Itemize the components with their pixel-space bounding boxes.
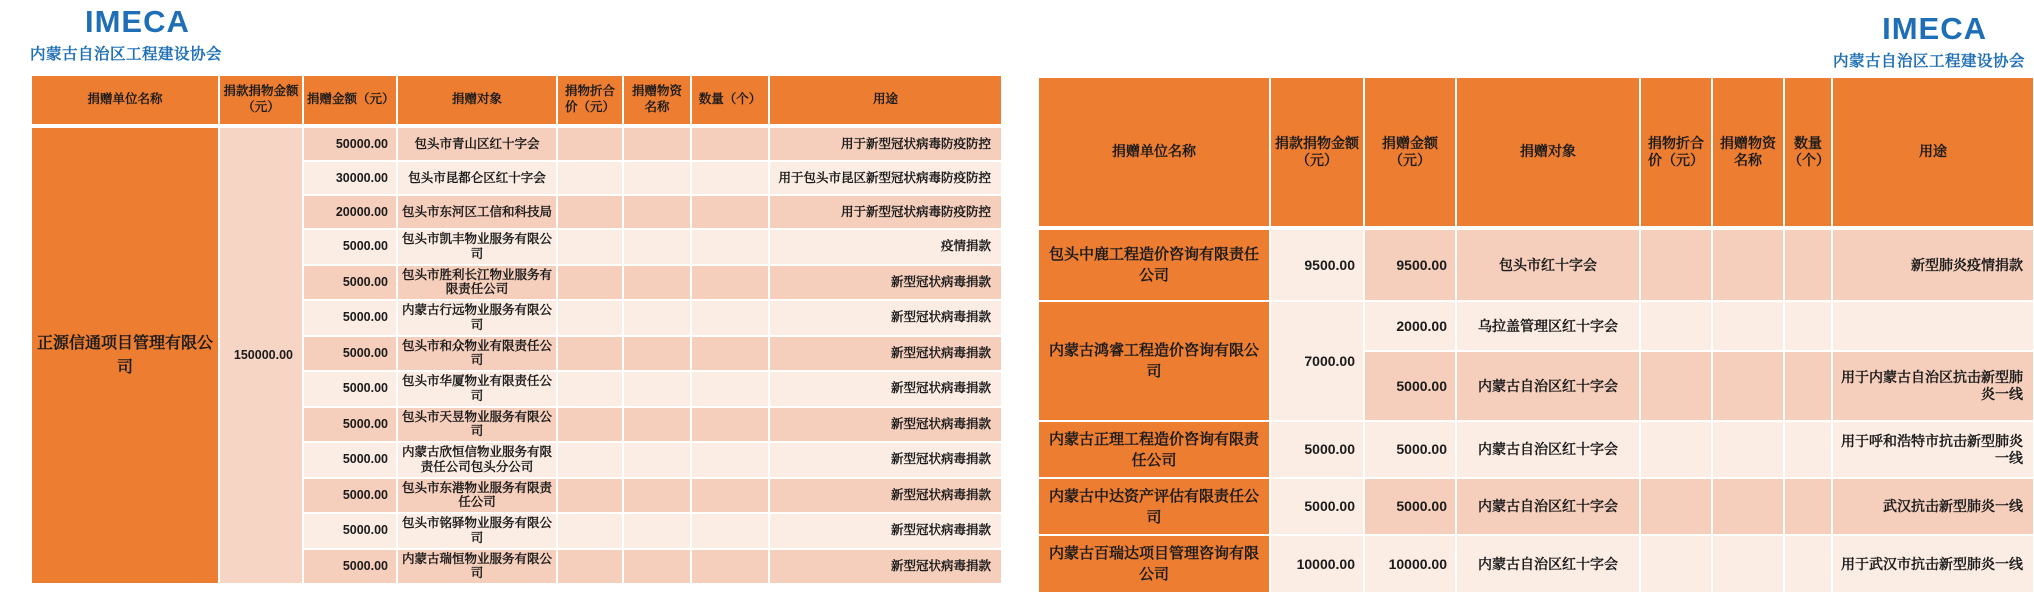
amount-cell: 5000.00: [1365, 352, 1455, 420]
target-cell: 内蒙古自治区红十字会: [1457, 352, 1639, 420]
header-row: [1039, 78, 2033, 228]
col-header-goods-name: 捐赠物资名称: [1713, 78, 1783, 228]
slide-left: [0, 0, 1008, 608]
quantity-cell: [692, 372, 768, 406]
goods-name-cell: [624, 301, 690, 335]
goods-value-cell: [1641, 230, 1711, 300]
quantity-cell: [1785, 302, 1831, 350]
amount-cell: 5000.00: [304, 550, 396, 584]
donor-name-cell: 内蒙古百瑞达项目管理咨询有限公司: [1039, 536, 1269, 592]
total-amount-cell: 9500.00: [1271, 230, 1363, 300]
quantity-cell: [692, 337, 768, 371]
goods-name-cell: [624, 479, 690, 513]
target-cell: 包头市凯丰物业服务有限公司: [398, 230, 556, 264]
goods-value-cell: [1641, 352, 1711, 420]
donor-name-cell: 包头中鹿工程造价咨询有限责任公司: [1039, 230, 1269, 300]
imeca-logo: IMECA: [1882, 11, 1987, 46]
purpose-cell: 武汉抗击新型肺炎一线: [1833, 479, 2033, 534]
purpose-cell: 新型冠状病毒捐款: [770, 372, 1001, 406]
amount-cell: 5000.00: [304, 408, 396, 442]
goods-name-cell: [624, 514, 690, 548]
donation-table-right: [1037, 76, 2034, 594]
target-cell: 内蒙古欣恒信物业服务有限责任公司包头分公司: [398, 443, 556, 477]
quantity-cell: [1785, 352, 1831, 420]
goods-name-cell: [1713, 230, 1783, 300]
col-header-donor: 捐赠单位名称: [1039, 78, 1269, 228]
col-header-amount: 捐赠金额（元）: [1365, 78, 1455, 228]
col-header-quantity: 数量（个）: [1785, 78, 1831, 228]
goods-name-cell: [1713, 422, 1783, 477]
amount-cell: 20000.00: [304, 196, 396, 228]
col-header-goods-name: 捐赠物资名称: [624, 76, 690, 126]
goods-value-cell: [1641, 302, 1711, 350]
amount-cell: 5000.00: [304, 372, 396, 406]
total-amount-cell: 5000.00: [1271, 422, 1363, 477]
target-cell: 包头市华厦物业有限责任公司: [398, 372, 556, 406]
goods-value-cell: [558, 230, 622, 264]
total-amount-cell: 10000.00: [1271, 536, 1363, 592]
col-header-goods-value: 捐物折合价（元）: [558, 76, 622, 126]
purpose-cell: 新型冠状病毒捐款: [770, 266, 1001, 300]
quantity-cell: [1785, 422, 1831, 477]
target-cell: 内蒙古行远物业服务有限公司: [398, 301, 556, 335]
goods-name-cell: [1713, 479, 1783, 534]
table-row: [1039, 230, 2033, 300]
purpose-cell: 用于内蒙古自治区抗击新型肺炎一线: [1833, 352, 2033, 420]
col-header-purpose: 用途: [1833, 78, 2033, 228]
quantity-cell: [1785, 536, 1831, 592]
table-row: [1039, 302, 2033, 350]
purpose-cell: 新型冠状病毒捐款: [770, 337, 1001, 371]
target-cell: 包头市东港物业服务有限责任公司: [398, 479, 556, 513]
goods-value-cell: [558, 301, 622, 335]
col-header-purpose: 用途: [770, 76, 1001, 126]
goods-value-cell: [558, 372, 622, 406]
table-row: [1039, 536, 2033, 592]
col-header-total: 捐款捐物金额（元）: [1271, 78, 1363, 228]
slide-right: [1010, 0, 2034, 608]
total-amount-cell: 5000.00: [1271, 479, 1363, 534]
quantity-cell: [692, 408, 768, 442]
purpose-cell: [1833, 302, 2033, 350]
target-cell: 乌拉盖管理区红十字会: [1457, 302, 1639, 350]
col-header-donor: 捐赠单位名称: [32, 76, 218, 126]
target-cell: 内蒙古瑞恒物业服务有限公司: [398, 550, 556, 584]
table-row: [1039, 422, 2033, 477]
amount-cell: 5000.00: [304, 230, 396, 264]
goods-value-cell: [558, 162, 622, 194]
goods-name-cell: [624, 196, 690, 228]
goods-name-cell: [624, 372, 690, 406]
quantity-cell: [692, 514, 768, 548]
quantity-cell: [1785, 479, 1831, 534]
amount-cell: 5000.00: [304, 266, 396, 300]
purpose-cell: 用于包头市昆区新型冠状病毒防疫防控: [770, 162, 1001, 194]
target-cell: 内蒙古自治区红十字会: [1457, 479, 1639, 534]
goods-value-cell: [558, 550, 622, 584]
goods-value-cell: [558, 479, 622, 513]
target-cell: 内蒙古自治区红十字会: [1457, 536, 1639, 592]
col-header-amount: 捐赠金额（元）: [304, 76, 396, 126]
goods-value-cell: [1641, 536, 1711, 592]
brand-block-left: [30, 5, 222, 64]
quantity-cell: [692, 479, 768, 513]
goods-name-cell: [624, 162, 690, 194]
amount-cell: 10000.00: [1365, 536, 1455, 592]
goods-name-cell: [1713, 536, 1783, 592]
purpose-cell: 用于武汉市抗击新型肺炎一线: [1833, 536, 2033, 592]
goods-name-cell: [1713, 352, 1783, 420]
col-header-quantity: 数量（个）: [692, 76, 768, 126]
goods-value-cell: [558, 128, 622, 160]
purpose-cell: 新型冠状病毒捐款: [770, 443, 1001, 477]
col-header-total: 捐款捐物金额（元）: [220, 76, 302, 126]
quantity-cell: [692, 230, 768, 264]
quantity-cell: [692, 266, 768, 300]
target-cell: 包头市天昱物业服务有限公司: [398, 408, 556, 442]
purpose-cell: 新型冠状病毒捐款: [770, 479, 1001, 513]
header-row: [32, 76, 1001, 126]
quantity-cell: [692, 443, 768, 477]
purpose-cell: 新型冠状病毒捐款: [770, 550, 1001, 584]
target-cell: 包头市红十字会: [1457, 230, 1639, 300]
amount-cell: 2000.00: [1365, 302, 1455, 350]
goods-value-cell: [1641, 422, 1711, 477]
amount-cell: 5000.00: [1365, 422, 1455, 477]
quantity-cell: [692, 162, 768, 194]
goods-name-cell: [624, 443, 690, 477]
goods-value-cell: [558, 408, 622, 442]
purpose-cell: 用于新型冠状病毒防疫防控: [770, 196, 1001, 228]
purpose-cell: 疫情捐款: [770, 230, 1001, 264]
quantity-cell: [692, 196, 768, 228]
purpose-cell: 用于呼和浩特市抗击新型肺炎一线: [1833, 422, 2033, 477]
goods-name-cell: [624, 337, 690, 371]
amount-cell: 5000.00: [304, 337, 396, 371]
target-cell: 包头市胜利长江物业服务有限责任公司: [398, 266, 556, 300]
purpose-cell: 用于新型冠状病毒防疫防控: [770, 128, 1001, 160]
quantity-cell: [692, 301, 768, 335]
goods-name-cell: [624, 266, 690, 300]
org-name: 内蒙古自治区工程建设协会: [1832, 53, 2025, 71]
donor-name-cell: 正源信通项目管理有限公司: [32, 128, 218, 583]
donor-name-cell: 内蒙古鸿睿工程造价咨询有限公司: [1039, 302, 1269, 420]
imeca-logo: IMECA: [85, 4, 190, 39]
col-header-goods-value: 捐物折合价（元）: [1641, 78, 1711, 228]
donor-name-cell: 内蒙古中达资产评估有限责任公司: [1039, 479, 1269, 534]
table-row: [32, 128, 1001, 160]
target-cell: 包头市东河区工信和科技局: [398, 196, 556, 228]
quantity-cell: [692, 550, 768, 584]
purpose-cell: 新型肺炎疫情捐款: [1833, 230, 2033, 300]
total-amount-cell: 7000.00: [1271, 302, 1363, 420]
org-name: 内蒙古自治区工程建设协会: [30, 46, 223, 64]
goods-value-cell: [1641, 479, 1711, 534]
amount-cell: 30000.00: [304, 162, 396, 194]
goods-name-cell: [1713, 302, 1783, 350]
target-cell: 包头市昆都仑区红十字会: [398, 162, 556, 194]
donation-table-left: [30, 74, 1003, 585]
goods-value-cell: [558, 266, 622, 300]
col-header-target: 捐赠对象: [1457, 78, 1639, 228]
target-cell: 包头市和众物业有限责任公司: [398, 337, 556, 371]
goods-name-cell: [624, 408, 690, 442]
target-cell: 包头市青山区红十字会: [398, 128, 556, 160]
brand-block-right: [1833, 12, 2025, 71]
amount-cell: 9500.00: [1365, 230, 1455, 300]
purpose-cell: 新型冠状病毒捐款: [770, 408, 1001, 442]
purpose-cell: 新型冠状病毒捐款: [770, 514, 1001, 548]
col-header-target: 捐赠对象: [398, 76, 556, 126]
total-amount-cell: 150000.00: [220, 128, 302, 583]
amount-cell: 50000.00: [304, 128, 396, 160]
goods-value-cell: [558, 337, 622, 371]
table-row: [1039, 479, 2033, 534]
goods-name-cell: [624, 550, 690, 584]
goods-value-cell: [558, 443, 622, 477]
target-cell: 内蒙古自治区红十字会: [1457, 422, 1639, 477]
quantity-cell: [1785, 230, 1831, 300]
amount-cell: 5000.00: [304, 301, 396, 335]
quantity-cell: [692, 128, 768, 160]
donor-name-cell: 内蒙古正理工程造价咨询有限责任公司: [1039, 422, 1269, 477]
purpose-cell: 新型冠状病毒捐款: [770, 301, 1001, 335]
amount-cell: 5000.00: [304, 514, 396, 548]
amount-cell: 5000.00: [1365, 479, 1455, 534]
goods-name-cell: [624, 128, 690, 160]
target-cell: 包头市铭驿物业服务有限公司: [398, 514, 556, 548]
goods-value-cell: [558, 514, 622, 548]
amount-cell: 5000.00: [304, 443, 396, 477]
goods-value-cell: [558, 196, 622, 228]
goods-name-cell: [624, 230, 690, 264]
amount-cell: 5000.00: [304, 479, 396, 513]
